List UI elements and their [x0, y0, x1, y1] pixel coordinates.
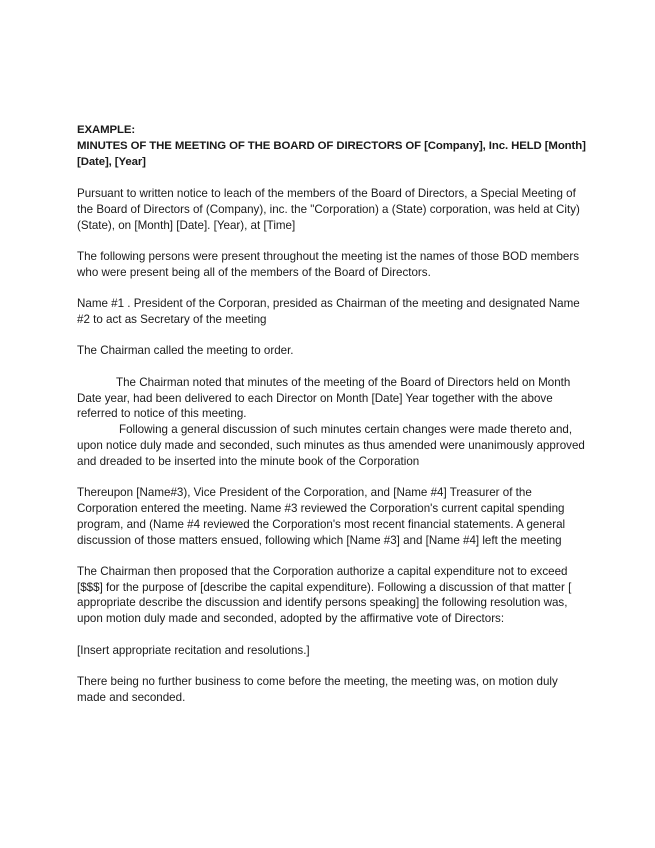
minutes-approved-paragraph: Following a general discussion of such minutes certain changes were made thereto and, upon notice duly made and seconded, such minutes as thus amended were unanimously approved and dreaded to be inserted into the minute book of the Corporation [77, 423, 585, 468]
minutes-review-block [77, 375, 587, 470]
minutes-title: MINUTES OF THE MEETING OF THE BOARD OF DIRECTORS OF [Company], Inc. HELD [Month] [Date], [Year] [77, 139, 586, 168]
call-to-order-paragraph: The Chairman called the meeting to order. [77, 344, 294, 358]
capital-proposal-paragraph: The Chairman then proposed that the Corporation authorize a capital expenditure not to exceed [$$$] for the purpose of [describe the capital expenditure). Following a discussion of that matter [ appropriate describe the discussion and identify persons speaking] the following resolution was, upon motion duly made and seconded, adopted by the affirmative vote of Directors: [77, 564, 572, 626]
document-page [77, 123, 587, 721]
chairman-designation-paragraph: Name #1 . President of the Corporan, presided as Chairman of the meeting and designated Name #2 to act as Secretary of the meeting [77, 297, 580, 326]
resolutions-placeholder: [Insert appropriate recitation and resolutions.] [77, 643, 310, 657]
prior-minutes-paragraph: The Chairman noted that minutes of the meeting of the Board of Directors held on Month Date year, had been delivered to each Director on Month [Date] Year together with the above referred to notice of this meeting. [77, 375, 571, 421]
attendance-paragraph: The following persons were present throughout the meeting ist the names of those BOD members who were present being all of the members of the Board of Directors. [77, 249, 580, 279]
example-label: EXAMPLE: [77, 124, 136, 136]
document-heading [77, 123, 587, 170]
capital-review-paragraph: Thereupon [Name#3), Vice President of the Corporation, and [Name #4] Treasurer of the Corporation entered the meeting. Name #3 reviewed the Corporation's current capital spending program, and (Name #4 reviewed the Corporation's most recent financial statements. A general discussion of those matters ensued, following which [Name #3] and [Name #4] left the meeting [77, 486, 566, 547]
notice-paragraph: Pursuant to written notice to leach of the members of the Board of Directors, a Special Meeting of the Board of Directors of (Company), inc. the "Corporation) a (State) corporation, was held at City) (State), on [Month] [Date]. [Year), at [Time] [77, 186, 580, 232]
adjournment-paragraph: There being no further business to come before the meeting, the meeting was, on motion duly made and seconded. [77, 675, 558, 704]
